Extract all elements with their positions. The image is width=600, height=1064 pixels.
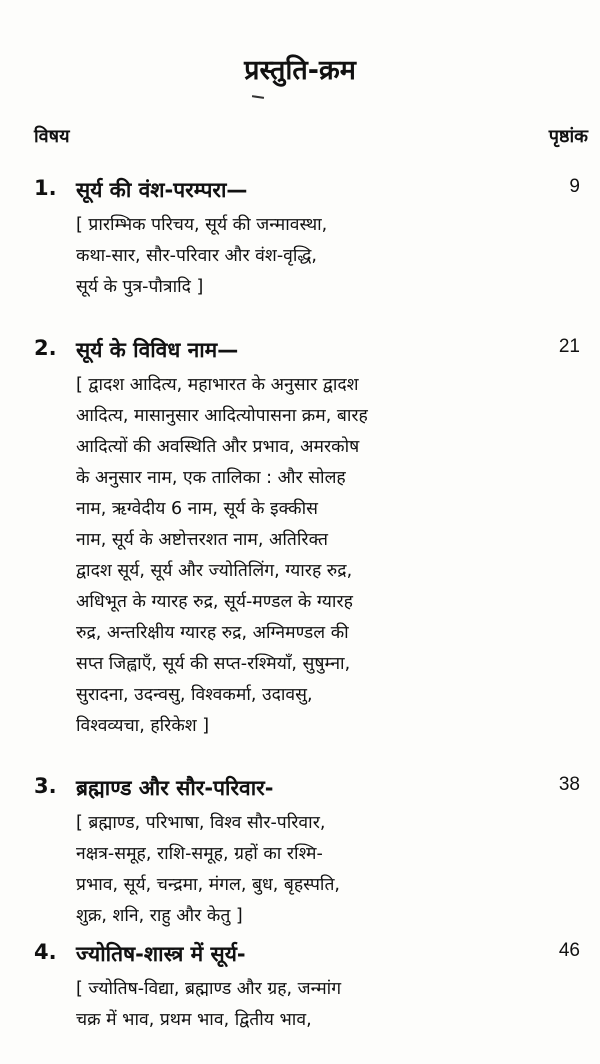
entry-number: 1. [34, 176, 57, 200]
description-line: सप्त जिह्वाएँ, सूर्य की सप्त-रश्मियाँ, सुषुम्ना, [76, 654, 351, 674]
description-line: नक्षत्र-समूह, राशि-समूह, ग्रहों का रश्मि- [76, 844, 323, 864]
entry-number: 2. [34, 336, 57, 360]
description-line: [ प्रारम्भिक परिचय, सूर्य की जन्मावस्था, [76, 215, 328, 235]
entry-page: 38 [558, 774, 580, 795]
page-title: प्रस्तुति-क्रम [244, 55, 356, 86]
description-line: आदित्य, मासानुसार आदित्योपासना क्रम, बारह [76, 406, 368, 426]
description-line: विश्वव्यचा, हरिकेश ] [76, 716, 210, 736]
title-mark [252, 95, 264, 99]
entry-description [76, 210, 436, 303]
description-line: सुरादना, उदन्वसु, विश्वकर्मा, उदावसु, [76, 685, 313, 705]
entry-description [76, 974, 436, 1036]
subject-header: विषय [34, 126, 70, 147]
description-line: द्वादश सूर्य, सूर्य और ज्योतिलिंग, ग्यारह रुद्र, [76, 561, 353, 581]
entry-heading: सूर्य के विविध नाम— [76, 338, 239, 362]
description-line: [ द्वादश आदित्य, महाभारत के अनुसार द्वादश [76, 375, 359, 395]
description-line: अधिभूत के ग्यारह रुद्र, सूर्य-मण्डल के ग्यारह [76, 592, 353, 612]
description-line: आदित्यों की अवस्थिति और प्रभाव, अमरकोष [76, 437, 360, 457]
entry-heading: ब्रह्माण्ड और सौर-परिवार- [76, 776, 274, 800]
entry-number: 4. [34, 940, 57, 964]
description-line: रुद्र, अन्तरिक्षीय ग्यारह रुद्र, अग्निमण्डल की [76, 623, 349, 643]
entry-heading: सूर्य की वंश-परम्परा— [76, 178, 248, 202]
description-line: [ ज्योतिष-विद्या, ब्रह्माण्ड और ग्रह, जन्मांग [76, 979, 342, 999]
description-line: नाम, सूर्य के अष्टोत्तरशत नाम, अतिरिक्त [76, 530, 328, 550]
description-line: सूर्य के पुत्र-पौत्रादि ] [76, 277, 204, 297]
entry-page: 9 [569, 176, 580, 197]
description-line: चक्र में भाव, प्रथम भाव, द्वितीय भाव, [76, 1010, 312, 1030]
description-line: [ ब्रह्माण्ड, परिभाषा, विश्व सौर-परिवार, [76, 813, 326, 833]
entry-number: 3. [34, 774, 57, 798]
description-line: शुक्र, शनि, राहु और केतु ] [76, 906, 243, 926]
page-number-header: पृष्ठांक [548, 126, 588, 147]
entry-description [76, 370, 436, 742]
entry-page: 21 [558, 336, 580, 357]
description-line: प्रभाव, सूर्य, चन्द्रमा, मंगल, बुध, बृहस्पति, [76, 875, 340, 895]
description-line: के अनुसार नाम, एक तालिका : और सोलह [76, 468, 346, 488]
entry-page: 46 [558, 940, 580, 961]
description-line: नाम, ऋग्वेदीय 6 नाम, सूर्य के इक्कीस [76, 499, 318, 519]
entry-description [76, 808, 436, 932]
description-line: कथा-सार, सौर-परिवार और वंश-वृद्धि, [76, 246, 317, 266]
entry-heading: ज्योतिष-शास्त्र में सूर्य- [76, 942, 246, 966]
